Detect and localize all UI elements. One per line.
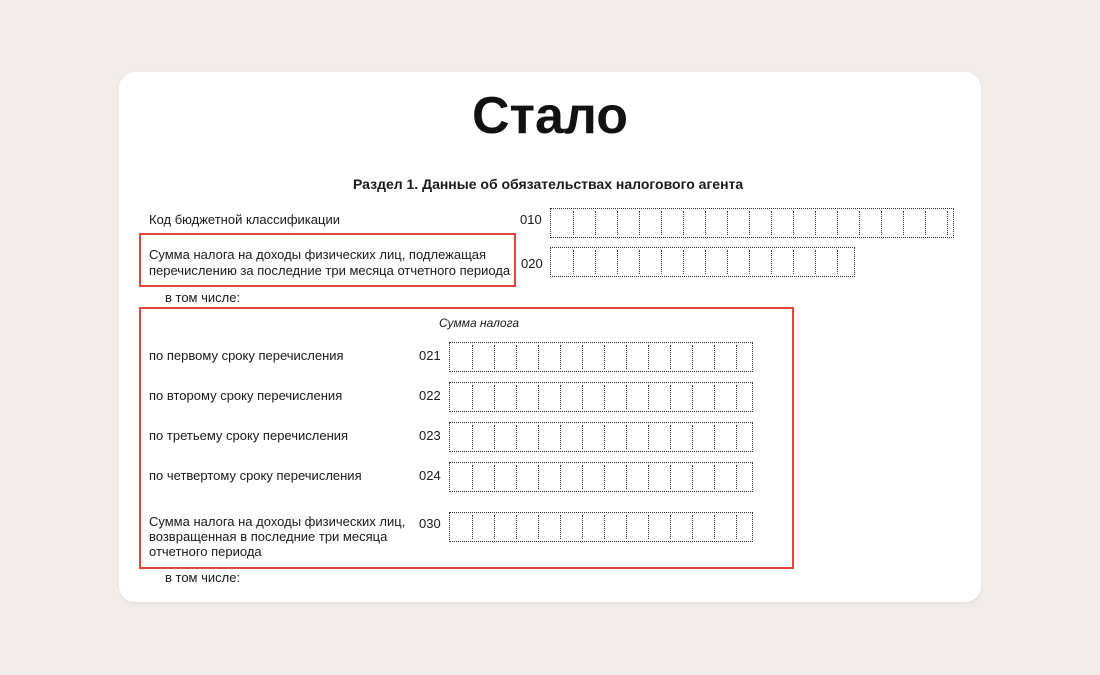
cell-divider bbox=[670, 385, 671, 409]
cell-divider bbox=[516, 345, 517, 369]
cell-divider bbox=[560, 425, 561, 449]
cell-divider bbox=[793, 211, 794, 235]
row-020-label-line2: перечислению за последние три месяца отчетного периода bbox=[149, 263, 511, 278]
cell-divider bbox=[705, 250, 706, 274]
cell-divider bbox=[714, 385, 715, 409]
cell-divider bbox=[494, 515, 495, 539]
cell-divider bbox=[648, 465, 649, 489]
cell-divider bbox=[639, 211, 640, 235]
cell-divider bbox=[648, 385, 649, 409]
row-030-label-line1: Сумма налога на доходы физических лиц, bbox=[149, 514, 406, 529]
cell-divider bbox=[626, 515, 627, 539]
cell-divider bbox=[749, 211, 750, 235]
cell-divider bbox=[692, 345, 693, 369]
row-024-cells[interactable] bbox=[449, 462, 753, 492]
cell-divider bbox=[472, 425, 473, 449]
cell-divider bbox=[573, 250, 574, 274]
cell-divider bbox=[494, 385, 495, 409]
cell-divider bbox=[749, 250, 750, 274]
cell-divider bbox=[560, 385, 561, 409]
cell-divider bbox=[648, 425, 649, 449]
row-030-label-line3: отчетного периода bbox=[149, 544, 262, 559]
cell-divider bbox=[683, 211, 684, 235]
row-010-label: Код бюджетной классификации bbox=[149, 212, 340, 227]
cell-divider bbox=[604, 465, 605, 489]
cell-divider bbox=[692, 465, 693, 489]
including-label: в том числе: bbox=[165, 290, 241, 305]
cell-divider bbox=[736, 385, 737, 409]
cell-divider bbox=[947, 211, 948, 235]
cell-divider bbox=[560, 345, 561, 369]
cell-divider bbox=[494, 425, 495, 449]
cell-divider bbox=[538, 515, 539, 539]
cell-divider bbox=[604, 515, 605, 539]
cell-divider bbox=[639, 250, 640, 274]
document-card bbox=[119, 72, 981, 602]
cell-divider bbox=[903, 211, 904, 235]
row-022-code: 022 bbox=[419, 388, 441, 403]
including-label-2: в том числе: bbox=[165, 570, 241, 585]
cell-divider bbox=[661, 250, 662, 274]
cell-divider bbox=[604, 425, 605, 449]
cell-divider bbox=[881, 211, 882, 235]
cell-divider bbox=[494, 465, 495, 489]
cell-divider bbox=[538, 465, 539, 489]
row-022-cells[interactable] bbox=[449, 382, 753, 412]
row-021-label: по первому сроку перечисления bbox=[149, 348, 344, 363]
cell-divider bbox=[727, 250, 728, 274]
row-010-code: 010 bbox=[520, 212, 542, 227]
cell-divider bbox=[837, 211, 838, 235]
cell-divider bbox=[538, 425, 539, 449]
cell-divider bbox=[670, 345, 671, 369]
cell-divider bbox=[472, 515, 473, 539]
cell-divider bbox=[595, 250, 596, 274]
row-021-cells[interactable] bbox=[449, 342, 753, 372]
cell-divider bbox=[692, 515, 693, 539]
cell-divider bbox=[582, 465, 583, 489]
cell-divider bbox=[560, 465, 561, 489]
cell-divider bbox=[714, 345, 715, 369]
cell-divider bbox=[573, 211, 574, 235]
cell-divider bbox=[516, 515, 517, 539]
row-023-code: 023 bbox=[419, 428, 441, 443]
form-document bbox=[119, 72, 981, 602]
cell-divider bbox=[859, 211, 860, 235]
row-023-cells[interactable] bbox=[449, 422, 753, 452]
cell-divider bbox=[670, 425, 671, 449]
cell-divider bbox=[815, 211, 816, 235]
cell-divider bbox=[670, 515, 671, 539]
row-010-cells[interactable] bbox=[550, 208, 954, 238]
cell-divider bbox=[472, 465, 473, 489]
row-023-label: по третьему сроку перечисления bbox=[149, 428, 349, 443]
cell-divider bbox=[538, 385, 539, 409]
page-title: Стало bbox=[471, 87, 629, 145]
cell-divider bbox=[705, 211, 706, 235]
cell-divider bbox=[771, 250, 772, 274]
cell-divider bbox=[472, 385, 473, 409]
cell-divider bbox=[516, 385, 517, 409]
cell-divider bbox=[815, 250, 816, 274]
row-021-code: 021 bbox=[419, 348, 441, 363]
cell-divider bbox=[617, 250, 618, 274]
cell-divider bbox=[604, 385, 605, 409]
cell-divider bbox=[837, 250, 838, 274]
cell-divider bbox=[560, 515, 561, 539]
cell-divider bbox=[670, 465, 671, 489]
cell-divider bbox=[604, 345, 605, 369]
column-header: Сумма налога bbox=[439, 316, 520, 330]
cell-divider bbox=[494, 345, 495, 369]
cell-divider bbox=[736, 345, 737, 369]
cell-divider bbox=[582, 515, 583, 539]
cell-divider bbox=[727, 211, 728, 235]
row-030-code: 030 bbox=[419, 516, 441, 531]
cell-divider bbox=[582, 425, 583, 449]
cell-divider bbox=[714, 425, 715, 449]
cell-divider bbox=[771, 211, 772, 235]
cell-divider bbox=[648, 345, 649, 369]
row-020-label-line1: Сумма налога на доходы физических лиц, подлежащая bbox=[149, 247, 487, 262]
section-title: Раздел 1. Данные об обязательствах налогового агента bbox=[353, 176, 744, 192]
cell-divider bbox=[793, 250, 794, 274]
cell-divider bbox=[648, 515, 649, 539]
cell-divider bbox=[736, 425, 737, 449]
cell-divider bbox=[626, 345, 627, 369]
row-030-cells[interactable] bbox=[449, 512, 753, 542]
cell-divider bbox=[714, 515, 715, 539]
cell-divider bbox=[661, 211, 662, 235]
cell-divider bbox=[925, 211, 926, 235]
cell-divider bbox=[472, 345, 473, 369]
cell-divider bbox=[626, 425, 627, 449]
row-022-label: по второму сроку перечисления bbox=[149, 388, 343, 403]
row-020-cells[interactable] bbox=[550, 247, 855, 277]
cell-divider bbox=[736, 465, 737, 489]
row-024-label: по четвертому сроку перечисления bbox=[149, 468, 362, 483]
cell-divider bbox=[582, 385, 583, 409]
cell-divider bbox=[683, 250, 684, 274]
cell-divider bbox=[617, 211, 618, 235]
cell-divider bbox=[714, 465, 715, 489]
cell-divider bbox=[736, 515, 737, 539]
cell-divider bbox=[516, 425, 517, 449]
cell-divider bbox=[626, 465, 627, 489]
row-030-label-line2: возвращенная в последние три месяца bbox=[149, 529, 388, 544]
row-024-code: 024 bbox=[419, 468, 441, 483]
cell-divider bbox=[582, 345, 583, 369]
cell-divider bbox=[626, 385, 627, 409]
cell-divider bbox=[595, 211, 596, 235]
cell-divider bbox=[692, 425, 693, 449]
row-020-code: 020 bbox=[521, 256, 543, 271]
cell-divider bbox=[516, 465, 517, 489]
cell-divider bbox=[538, 345, 539, 369]
cell-divider bbox=[692, 385, 693, 409]
